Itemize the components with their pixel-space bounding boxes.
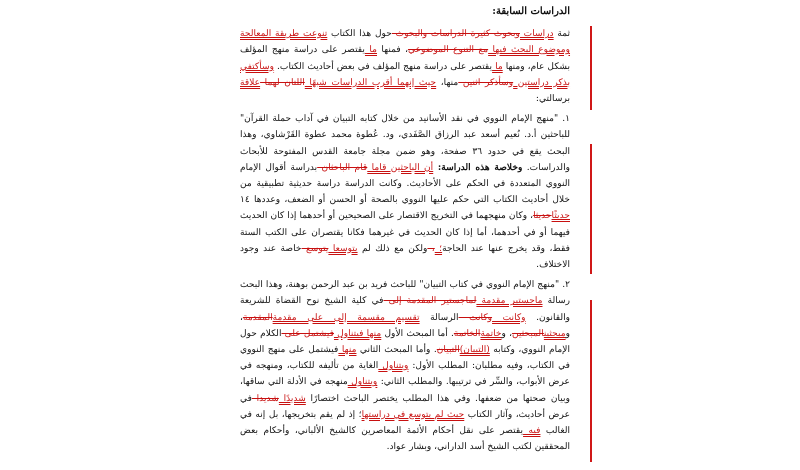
deleted-text: حديثا — [533, 211, 552, 222]
inserted-text: دراسات — [519, 29, 554, 40]
body-text: منهجه في الأدلة التي ساقها، وبيان صحتها من ضعفها. وفي هذا المطلب يختصر الباحث اختصارًا — [240, 377, 570, 404]
inserted-text: ما — [492, 61, 503, 72]
body-text: ، وكان منهجهما في التخريج الاقتصار على الصحيحين أو أحدهما إذا كان الحديث فيهما أو في أحدهما، أما إذا كان الحديث في غيرهما فكانا يقتصران على الكتب الستة فقط، وقد يخرج عنها عند الحاجة — [240, 211, 570, 254]
deleted-text: وبحوث كثيرة الدراسات والبحوث — [391, 29, 520, 40]
deleted-text: وسأذكر اثنين — [458, 77, 514, 88]
deleted-text: الخاتمة — [453, 328, 481, 339]
body-text: . أما المبحث الأول — [381, 328, 454, 339]
inserted-text: حديثًا — [551, 211, 570, 222]
deleted-text: المقدمة — [242, 312, 273, 323]
deleted-text: اللتان لهما — [260, 77, 305, 88]
bold-text: وخلاصة هذه الدراسة: — [433, 161, 523, 173]
body-text: في كلية الشيخ نوح القضاة للشريعة والقانون. — [240, 296, 571, 323]
deleted-text: قام الباحثان — [317, 162, 368, 173]
body-text: ؛ إذ لم يقم بتخريجها، بل إنه في الغالب — [240, 409, 571, 437]
body-text: ٢. "منهج الإمام النووي في كتاب التبيان" للباحث فريد بن عبد الرحمن بوهنة، وهذا البحث رسالة — [240, 280, 571, 307]
inserted-text: حيث لم يتوسع في دراستها — [361, 409, 465, 420]
deleted-text: شديدا — [251, 393, 279, 404]
body-text: يقتصر على نقل أحكام الأئمة المعاصرين كالشيخ الألباني، وأحكام بعض المحققين لكتب الشيخ أسد الداراني، وبشار عواد. — [240, 426, 570, 453]
inserted-text: تقسيم مقسمة إلى على مقدمة — [272, 312, 420, 323]
inserted-text: ؛ — [434, 243, 443, 254]
inserted-text: أن الباحثين قاما — [367, 162, 434, 173]
inserted-text: ماجستير مقدمة — [476, 296, 543, 307]
section-heading: الدراسات السابقة: — [492, 6, 570, 17]
body-text: ، فمنها — [377, 45, 409, 56]
inserted-text: منها — [338, 345, 357, 356]
inserted-text: تنوعت طريقة المعالجة وموضوع البحث فيها — [240, 29, 571, 56]
inserted-text: وسأكتفي بذكر دراستين — [240, 61, 571, 88]
document-page — [240, 4, 570, 466]
inserted-text: علاقة — [240, 77, 261, 88]
deleted-text: ، — [427, 243, 435, 254]
body-text: الغاية من تأليفه للكتاب، ومنهجه في عرض الأبواب، والسِّر في ترتيبها. والمطلب الثاني: — [240, 361, 570, 388]
study-two-paragraph — [240, 277, 570, 455]
deleted-text: لماجستير المقدمة إلى — [383, 296, 477, 307]
study-one-paragraph — [240, 111, 570, 273]
inserted-text: ما — [364, 45, 377, 56]
inserted-text: وكانت — [492, 312, 526, 323]
body-text: فيشتمل على منهج النووي في الكتاب، وفيه مطلبان: المطلب الأول: — [240, 345, 570, 372]
inserted-text: حيث إنهما أقرب الدراسات شبهًا — [304, 77, 437, 88]
body-text: الرسالة — [419, 312, 459, 323]
inserted-text: ويتناول — [347, 377, 378, 388]
body-text: يقتصر على دراسة منهج المؤلف بشكل عام، ومنها — [240, 45, 570, 72]
deleted-text: التبيان — [436, 345, 460, 356]
body-text: . وأما المبحث الثاني — [356, 345, 437, 356]
body-text: في عرض أحاديث، وآثار الكتاب — [240, 393, 570, 420]
inserted-text: فيه — [523, 426, 541, 437]
body-text: الكلام حول الإمام النووي، وكتابه — [240, 328, 570, 356]
inserted-text: خاتمة — [480, 328, 502, 339]
body-text: منها، — [436, 77, 459, 88]
inserted-text: (التبيان) — [459, 345, 490, 356]
body-text: بدراسة أقوال الإمام النووي المتعددة في الحكم على الأحاديث. وكانت الدراسة دراسة حديثية تطبيقية من خلال أحاديث الكتاب التي حكم عليها النووي بالصحة أو الحسن أو الضعف، وعددها ١٤ — [240, 162, 570, 206]
deleted-text: مع التنوع الموضوعي — [408, 45, 489, 56]
body-text: ١. "منهج الإمام النووي في نقد الأسانيد من خلال كتابه التبيان في آداب حملة القرآن" للباحثين أ.د. نُعيم أسعد عبد الرزاق الصَّفَدي، ود. عُطوة محمد عطوة القَرْشاوي، وهذا البحث يقع في حدود ٣٦ صفحة، وهو ضمن مجلة جامعة القدس المفتوحة للأبحاث والدراسات. — [240, 114, 570, 173]
deleted-text: وكانت — [458, 312, 493, 323]
deleted-text: فيشتمل على — [281, 328, 334, 339]
body-text: حول هذا الكتاب — [327, 29, 392, 40]
change-bar — [590, 144, 592, 274]
change-bar — [590, 300, 592, 462]
body-text: ثمة — [553, 29, 571, 40]
body-text: برسالتي: — [535, 94, 570, 105]
change-bar — [590, 26, 592, 110]
inserted-text: يتوسعا — [328, 243, 358, 254]
body-text: يقتصر على دراسة منهج المؤلف في بعض أحاديث الكتاب. — [274, 61, 493, 72]
inserted-text: ويتناول — [378, 361, 409, 372]
inserted-text: منها فيتناول — [333, 328, 382, 339]
body-text: ، و — [501, 328, 513, 339]
body-text: ، و — [240, 312, 570, 339]
inserted-text: شديدًا — [278, 393, 306, 404]
deleted-text: المبحثين — [512, 328, 544, 339]
deleted-text: يتوسع — [301, 243, 329, 254]
body-text: خاصة عند وجود الاختلاف. — [240, 243, 570, 271]
body-text: ولكن مع ذلك لم — [357, 243, 428, 254]
inserted-text: مبحثين — [543, 328, 566, 339]
intro-paragraph — [240, 26, 570, 107]
